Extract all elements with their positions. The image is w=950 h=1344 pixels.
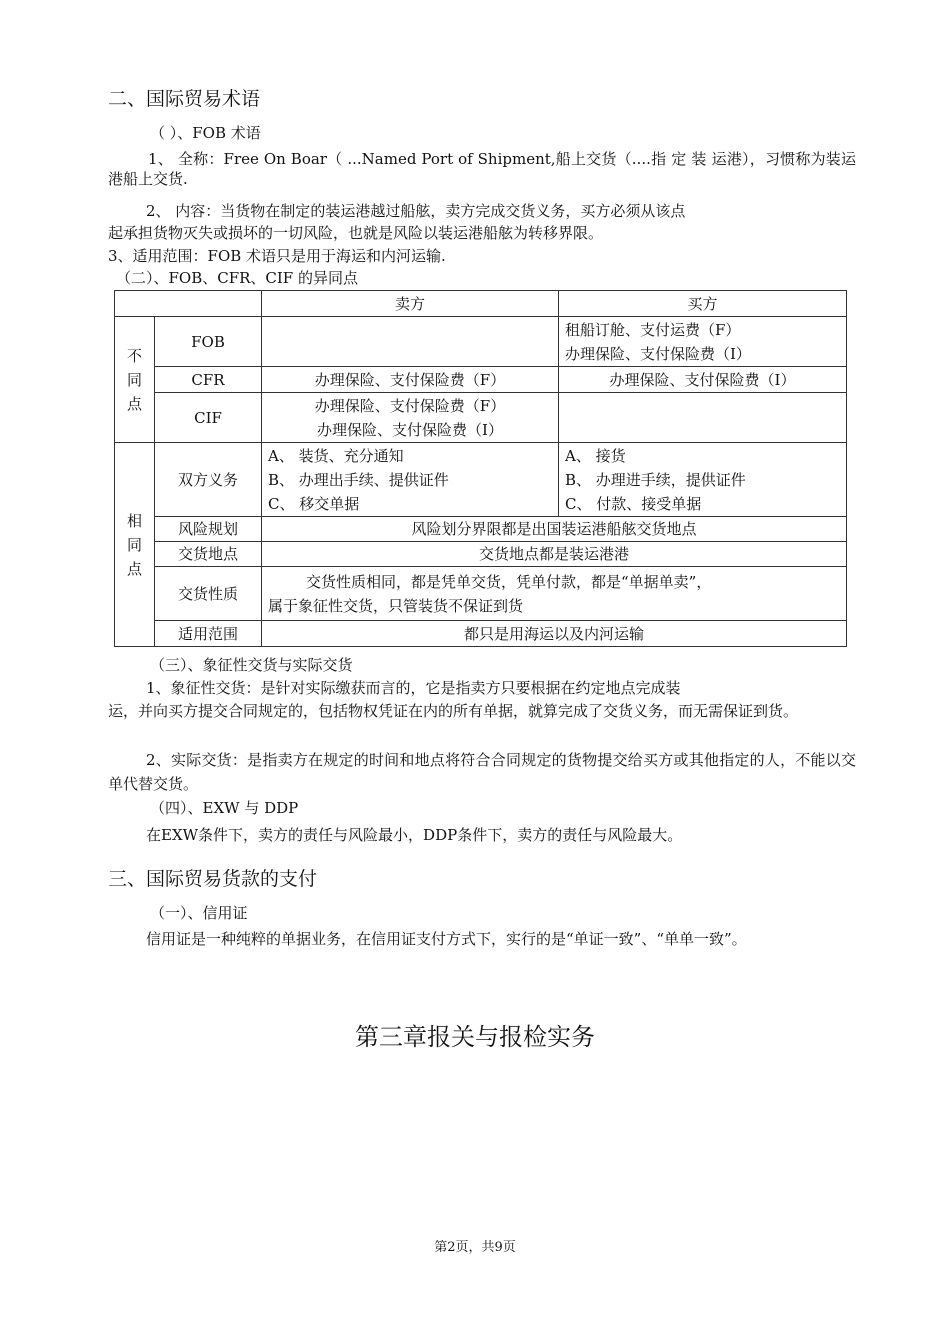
subheading-exw-ddp: （四）、EXW 与 DDP xyxy=(150,799,299,817)
row-label-cfr: CFR xyxy=(155,367,262,393)
chapter-title: 第三章报关与报检实务 xyxy=(355,1023,595,1051)
table-row-fob xyxy=(115,317,847,367)
paragraph-fob-scope: 3、适用范围：FOB 术语只是用于海运和内河运输. xyxy=(108,247,446,265)
duties-seller-cell xyxy=(262,443,559,517)
page-footer: 第2页，共9页 xyxy=(434,1240,516,1255)
row-label-duties: 双方义务 xyxy=(155,443,262,517)
row-label-place: 交货地点 xyxy=(155,542,262,567)
nature-line: 交货性质相同，都是凭单交货，凭单付款，都是“单据单卖”， xyxy=(306,572,712,591)
table-row-risk xyxy=(115,517,847,542)
header-seller: 卖方 xyxy=(262,291,559,317)
diff-char: 不 xyxy=(126,346,142,365)
row-label-fob: FOB xyxy=(155,317,262,367)
cfr-seller-cell: 办理保险、支付保险费（F） xyxy=(262,367,559,393)
subheading-compare: （二）、FOB、CFR、CIF 的异同点 xyxy=(116,269,358,287)
fob-buyer-line: 租船订舱、支付运费（F） xyxy=(565,320,741,339)
section-heading-trade-terms: 二、国际贸易术语 xyxy=(108,88,261,110)
header-buyer: 买方 xyxy=(559,291,847,317)
paragraph-fob-content-line1: 2、 内容：当货物在制定的装运港越过船舷，卖方完成交货义务，买方必须从该点 xyxy=(146,202,686,220)
duty-line: B、 办理进手续，提供证件 xyxy=(565,470,746,489)
cif-seller-cell xyxy=(262,393,559,443)
same-char: 点 xyxy=(126,559,142,578)
cif-seller-line: 办理保险、支付保险费（F） xyxy=(314,396,506,415)
fob-seller-cell xyxy=(262,317,559,367)
same-group-label xyxy=(115,443,155,647)
duty-line: A、 装货、充分通知 xyxy=(268,446,404,465)
table-row-duties xyxy=(115,443,847,517)
same-char: 相 xyxy=(126,511,142,530)
row-label-risk: 风险规划 xyxy=(155,517,262,542)
table-row-scope xyxy=(115,621,847,647)
duties-buyer-cell xyxy=(559,443,847,517)
fob-buyer-cell xyxy=(559,317,847,367)
subheading-fob: （ ）、FOB 术语 xyxy=(150,124,261,142)
risk-value-cell: 风险划分界限都是出国装运港船舷交货地点 xyxy=(262,517,847,542)
table-header-row xyxy=(115,291,847,317)
paragraph-symbolic-line1: 1、象征性交货：是针对实际缴获而言的，它是指卖方只要根据在约定地点完成装 xyxy=(146,679,681,697)
duty-line: C、 付款、接受单据 xyxy=(565,494,702,513)
paragraph-actual-delivery: 2、实际交货：是指卖方在规定的时间和地点将符合合同规定的货物提交给买方或其他指定的人，不能以交单代替交货。 xyxy=(108,751,856,793)
table-row-cfr xyxy=(115,367,847,393)
nature-value-cell xyxy=(262,567,847,621)
place-value-cell: 交货地点都是装运港港 xyxy=(262,542,847,567)
paragraph-fob-content-line2: 起承担货物灭失或损坏的一切风险，也就是风险以装运港船舷为转移界限。 xyxy=(108,224,604,242)
comparison-table xyxy=(114,290,847,647)
paragraph-symbolic-line2: 运，并向买方提交合同规定的，包括物权凭证在内的所有单据，就算完成了交货义务，而无需保证到货。 xyxy=(108,702,799,720)
cif-seller-line: 办理保险、支付保险费（I） xyxy=(317,420,503,439)
diff-char: 点 xyxy=(126,394,142,413)
cif-buyer-cell xyxy=(559,393,847,443)
paragraph-letter-of-credit: 信用证是一种纯粹的单据业务，在信用证支付方式下，实行的是“单证一致”、“单单一致”。 xyxy=(146,930,747,948)
diff-char: 同 xyxy=(126,370,142,389)
table-row-place xyxy=(115,542,847,567)
table-corner-cell xyxy=(115,291,262,317)
same-char: 同 xyxy=(126,535,142,554)
duty-line: B、 办理出手续、提供证件 xyxy=(268,470,449,489)
table-row-nature xyxy=(115,567,847,621)
duty-line: C、 移交单据 xyxy=(268,494,360,513)
scope-value-cell: 都只是用海运以及内河运输 xyxy=(262,621,847,647)
paragraph-fob-fullname: 1、 全称：Free On Boar（ ...Named Port of Shipment,船上交货（....指 定 装 运港），习惯称为装运港船上交货. xyxy=(108,150,856,188)
table-row-cif xyxy=(115,393,847,443)
paragraph-exw-ddp: 在EXW条件下，卖方的责任与风险最小，DDP条件下，卖方的责任与风险最大。 xyxy=(146,826,683,844)
fob-buyer-line: 办理保险、支付保险费（I） xyxy=(565,344,751,363)
subheading-letter-of-credit: （一）、信用证 xyxy=(150,904,248,922)
duty-line: A、 接货 xyxy=(565,446,626,465)
row-label-nature: 交货性质 xyxy=(155,567,262,621)
diff-group-label xyxy=(115,317,155,443)
subheading-delivery-types: （三）、象征性交货与实际交货 xyxy=(150,656,353,674)
row-label-scope: 适用范围 xyxy=(155,621,262,647)
section-heading-payment: 三、国际贸易货款的支付 xyxy=(108,868,318,890)
row-label-cif: CIF xyxy=(155,393,262,443)
nature-line: 属于象征性交货，只管装货不保证到货 xyxy=(268,596,524,615)
cfr-buyer-cell: 办理保险、支付保险费（I） xyxy=(559,367,847,393)
